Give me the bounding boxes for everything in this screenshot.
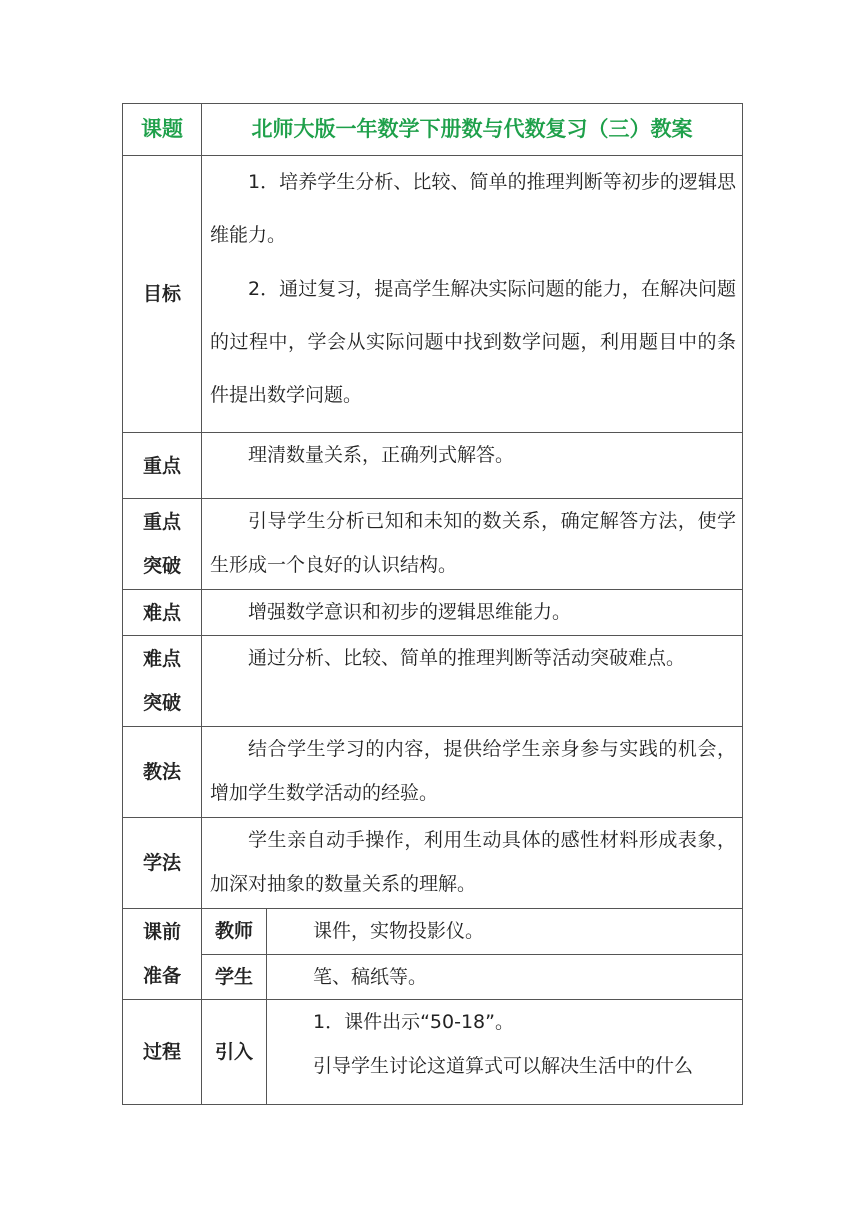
process-label-text: 过程 bbox=[142, 1041, 181, 1063]
goal-label bbox=[123, 156, 202, 433]
prep-teacher-row bbox=[123, 909, 743, 955]
key-point-content bbox=[202, 433, 743, 499]
learning-method-content bbox=[202, 818, 743, 909]
difficulty-label-text: 难点 bbox=[142, 601, 181, 624]
process-line-1: 1．课件出示“50-18”。 bbox=[313, 1011, 514, 1033]
difficulty-content bbox=[202, 590, 743, 636]
learning-method-row bbox=[123, 818, 743, 909]
learning-method-label-text: 学法 bbox=[142, 852, 181, 874]
difficulty-row bbox=[123, 590, 743, 636]
difficulty-break-text: 通过分析、比较、简单的推理判断等活动突破难点。 bbox=[248, 647, 686, 669]
key-break-label bbox=[123, 499, 202, 590]
key-point-row bbox=[123, 433, 743, 499]
difficulty-break-content bbox=[202, 636, 743, 727]
process-label bbox=[123, 1000, 202, 1105]
preparation-label-1: 课前 bbox=[142, 921, 181, 943]
student-label: 学生 bbox=[202, 955, 267, 1000]
process-row bbox=[123, 1000, 743, 1105]
learning-method-label bbox=[123, 818, 202, 909]
key-break-label-2: 突破 bbox=[142, 555, 181, 577]
teaching-method-text: 结合学生学习的内容，提供给学生亲身参与实践的机会，增加学生数学活动的经验。 bbox=[210, 738, 736, 804]
difficulty-break-label-2: 突破 bbox=[142, 692, 181, 714]
key-break-text: 引导学生分析已知和未知的数关系，确定解答方法，使学生形成一个良好的认识结构。 bbox=[210, 510, 736, 576]
difficulty-break-label-1: 难点 bbox=[142, 648, 181, 670]
key-break-label-1: 重点 bbox=[142, 511, 181, 533]
key-break-row bbox=[123, 499, 743, 590]
difficulty-break-label bbox=[123, 636, 202, 727]
preparation-label bbox=[123, 909, 202, 1000]
teacher-prep-text: 课件，实物投影仪。 bbox=[267, 909, 743, 955]
difficulty-label bbox=[123, 590, 202, 636]
document-title: 北师大版一年数学下册数与代数复习（三）教案 bbox=[202, 104, 743, 156]
topic-label: 课题 bbox=[123, 104, 202, 156]
student-prep-text: 笔、稿纸等。 bbox=[267, 955, 743, 1000]
teaching-method-label-text: 教法 bbox=[142, 761, 181, 783]
title-row bbox=[123, 104, 743, 156]
difficulty-text: 增强数学意识和初步的逻辑思维能力。 bbox=[248, 601, 572, 623]
difficulty-break-row bbox=[123, 636, 743, 727]
goal-content bbox=[202, 156, 743, 433]
key-point-text: 理清数量关系，正确列式解答。 bbox=[248, 444, 515, 466]
process-content bbox=[267, 1000, 743, 1105]
goal-label-text: 目标 bbox=[142, 283, 181, 305]
teacher-label: 教师 bbox=[202, 909, 267, 955]
teaching-method-row bbox=[123, 727, 743, 818]
goal-item-2: 2．通过复习，提高学生解决实际问题的能力，在解决问题的过程中，学会从实际问题中找到数学问题，利用题目中的条件提出数学问题。 bbox=[210, 278, 736, 406]
key-break-content bbox=[202, 499, 743, 590]
teaching-method-label bbox=[123, 727, 202, 818]
teaching-method-content bbox=[202, 727, 743, 818]
process-line-2: 引导学生讨论这道算式可以解决生活中的什么 bbox=[313, 1055, 694, 1077]
goal-item-1: 1．培养学生分析、比较、简单的推理判断等初步的逻辑思维能力。 bbox=[210, 171, 736, 246]
intro-stage-label: 引入 bbox=[202, 1000, 267, 1105]
preparation-label-2: 准备 bbox=[142, 965, 181, 987]
prep-student-row bbox=[123, 955, 743, 1000]
key-point-label-text: 重点 bbox=[142, 454, 181, 477]
learning-method-text: 学生亲自动手操作，利用生动具体的感性材料形成表象，加深对抽象的数量关系的理解。 bbox=[210, 829, 736, 895]
key-point-label bbox=[123, 433, 202, 499]
goal-row bbox=[123, 156, 743, 433]
lesson-plan-table bbox=[122, 103, 743, 1105]
